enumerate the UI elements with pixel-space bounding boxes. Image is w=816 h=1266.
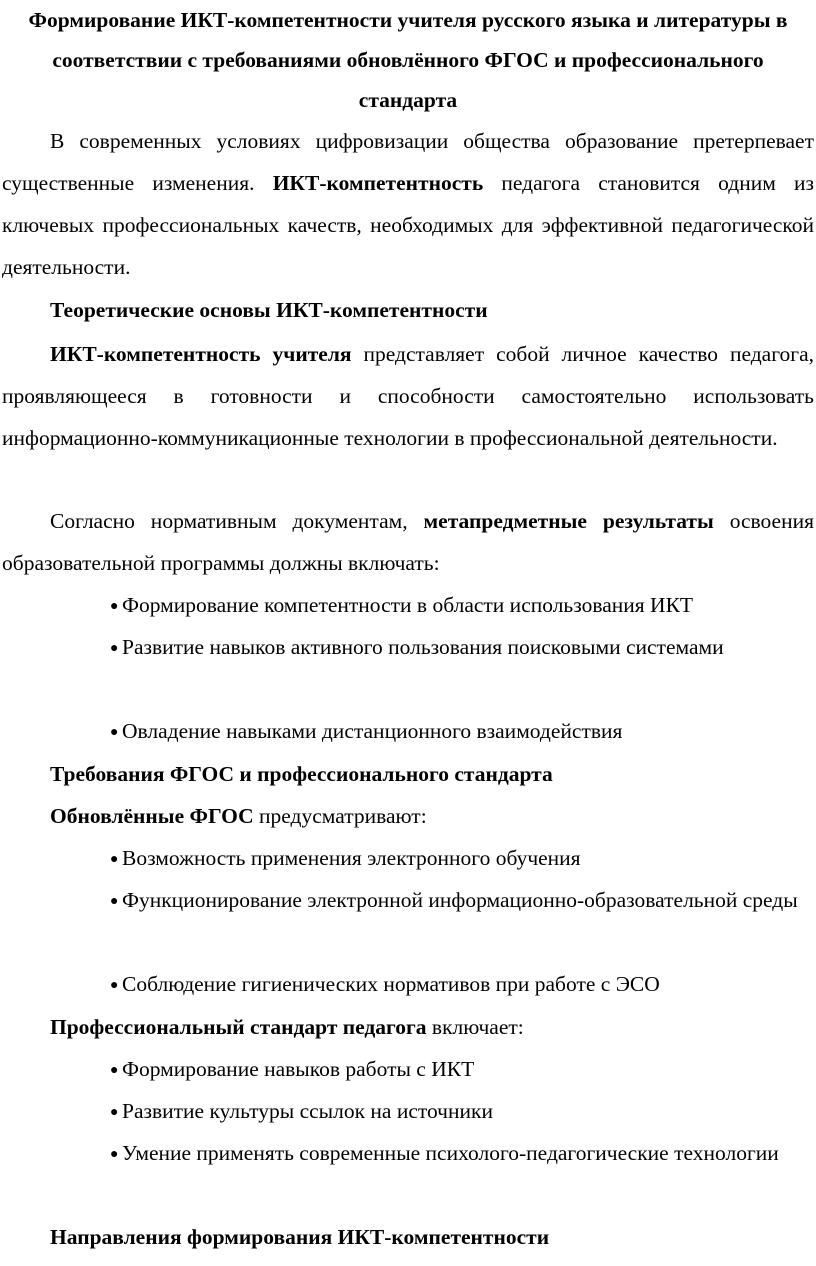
definition-bold-term: ИКТ-компетентность учителя xyxy=(50,342,352,366)
list-item-text: Развитие культуры ссылок на источники xyxy=(122,1099,493,1123)
list-item xyxy=(62,969,814,1001)
prof-standard-bold-term: Профессиональный стандарт педагога xyxy=(50,1015,427,1039)
bullet-icon: ● xyxy=(110,894,119,909)
list-item-text: Развитие навыков активного пользования поисковыми системами xyxy=(122,635,724,659)
definition-paragraph xyxy=(2,333,814,459)
document-title: Формирование ИКТ-компетентности учителя русского языка и литературы в соответствии с требованиями обновлённого ФГОС и профессионального стандарта xyxy=(28,8,788,112)
list-item-text: Формирование навыков работы с ИКТ xyxy=(122,1057,475,1081)
section-heading-directions: Направления формирования ИКТ-компетентности xyxy=(50,1225,550,1249)
list-item xyxy=(62,1054,814,1086)
bullet-icon: ● xyxy=(110,725,119,740)
norms-paragraph xyxy=(2,500,814,584)
bullet-icon: ● xyxy=(110,1105,119,1120)
list-item xyxy=(62,879,814,923)
list-item xyxy=(62,843,814,875)
list-item-text: Возможность применения электронного обучения xyxy=(122,846,581,870)
fgos-intro xyxy=(50,801,810,831)
list-item xyxy=(62,590,814,622)
norms-text-end: освоения образовательной программы должны включать: xyxy=(2,509,814,575)
prof-standard-intro xyxy=(50,1012,810,1042)
list-item xyxy=(62,1096,814,1128)
list-item xyxy=(62,716,814,748)
intro-text: В современных условиях цифровизации общества образование претерпевает существенные изменения. xyxy=(2,129,814,195)
bullet-icon: ● xyxy=(110,978,119,993)
list-item xyxy=(62,1132,814,1176)
intro-text-end: педагога становится одним из ключевых профессиональных качеств, необходимых для эффективной педагогической деятельности. xyxy=(2,171,814,279)
section-heading-theory: Теоретические основы ИКТ-компетентности xyxy=(50,298,488,322)
bullet-icon: ● xyxy=(110,852,119,867)
definition-text: представляет собой личное качество педагога, проявляющееся в готовности и способности самостоятельно использовать информационно-коммуникационные технологии в профессиональной деятельности. xyxy=(2,342,814,450)
bullet-icon: ● xyxy=(110,599,119,614)
intro-paragraph xyxy=(2,120,814,288)
bullet-icon: ● xyxy=(110,1063,119,1078)
fgos-intro-text: предусматривают: xyxy=(253,804,427,828)
list-item-text: Функционирование электронной информационно-образовательной среды xyxy=(122,888,798,912)
fgos-bold-term: Обновлённые ФГОС xyxy=(50,804,254,828)
list-item-text: Соблюдение гигиенических нормативов при работе с ЭСО xyxy=(122,972,660,996)
prof-standard-intro-text: включает: xyxy=(426,1015,524,1039)
list-item-text: Умение применять современные психолого-педагогические технологии xyxy=(122,1141,779,1165)
bullet-icon: ● xyxy=(110,1147,119,1162)
list-item-text: Овладение навыками дистанционного взаимодействия xyxy=(122,719,623,743)
list-item xyxy=(62,626,814,670)
intro-bold-term: ИКТ-компетентность xyxy=(272,171,484,195)
list-item-text: Формирование компетентности в области использования ИКТ xyxy=(122,593,694,617)
section-heading-requirements: Требования ФГОС и профессионального стандарта xyxy=(50,762,553,786)
norms-bold-term: метапредметные результаты xyxy=(423,509,714,533)
bullet-icon: ● xyxy=(110,641,119,656)
norms-text: Согласно нормативным документам, xyxy=(50,509,424,533)
